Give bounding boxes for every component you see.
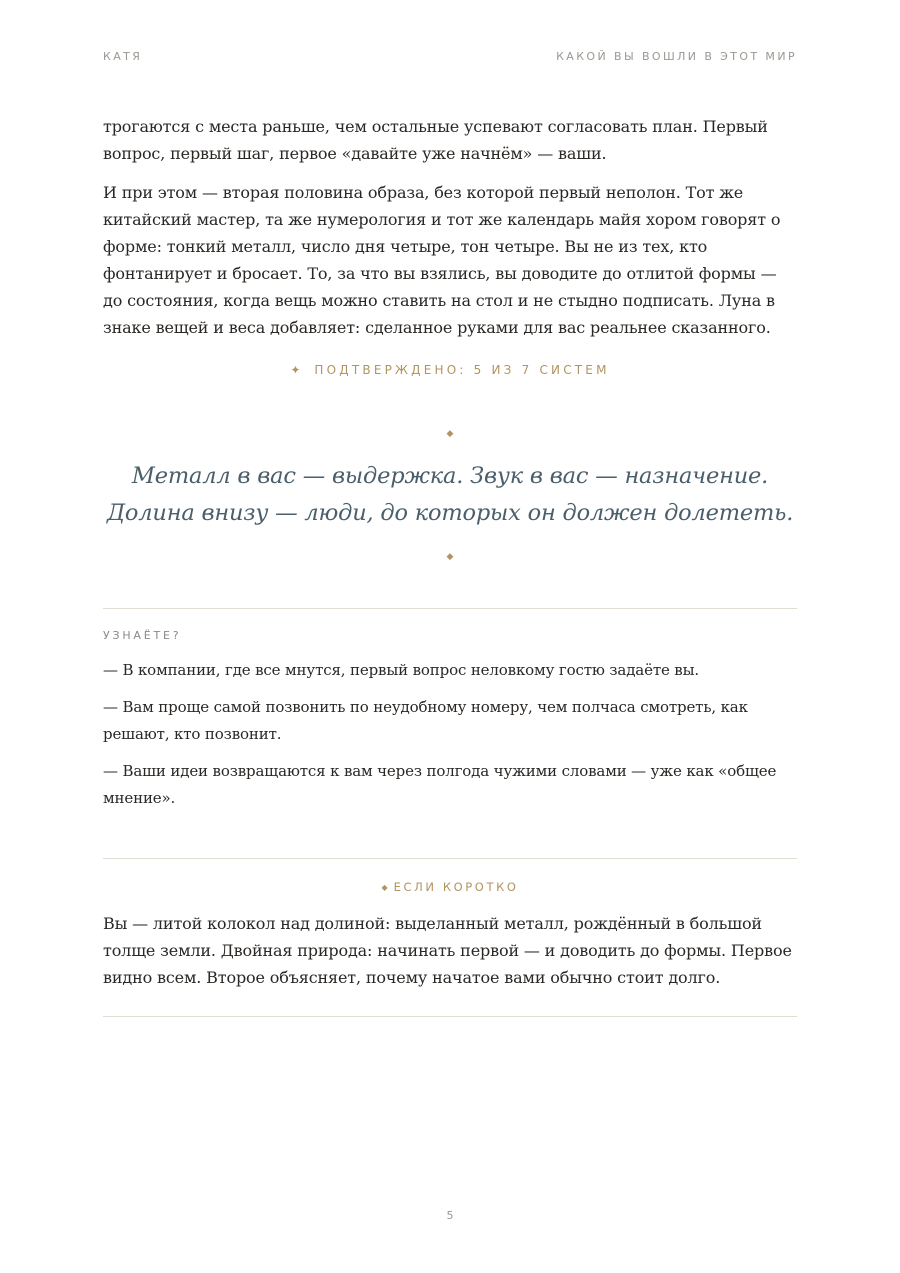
confirmation-text: ПОДТВЕРЖДЕНО: 5 ИЗ 7 СИСТЕМ [314, 363, 610, 377]
diamond-ornament-icon: ◆ [446, 552, 454, 562]
divider [103, 858, 797, 859]
recognize-heading: УЗНАЁТЕ? [103, 629, 182, 642]
diamond-icon: ◆ [381, 883, 388, 892]
brief-summary: Вы — литой колокол над долиной: выделанный металл, рождённый в большой толще земли. Двойная природа: начинать первой — и доводить до формы. Первое видно всем. Второе объясняет, почему начатое вами обычно стоит долго. [103, 914, 792, 987]
list-item: — Вам проще самой позвонить по неудобному номеру, чем полчаса смотреть, как решают, кто позвонит. [103, 698, 748, 743]
body-text [103, 113, 797, 353]
confirmation-line [103, 363, 797, 377]
diamond-ornament-icon: ◆ [446, 429, 454, 439]
body-paragraph: И при этом — вторая половина образа, без которой первый неполон. Тот же китайский мастер, та же нумерология и тот же календарь майя хором говорят о форме: тонкий металл, число дня четыре, тон четыре. Вы не из тех, кто фонтанирует и бросает. То, за что вы взялись, вы доводите до отлитой формы — до состояния, когда вещь можно ставить на стол и не стыдно подписать. Луна в знаке вещей и веса добавляет: сделанное руками для вас реальнее сказанного. [103, 183, 781, 337]
divider [103, 1016, 797, 1017]
list-item: — В компании, где все мнутся, первый вопрос неловкому гостю задаёте вы. [103, 661, 700, 679]
page-number: 5 [446, 1209, 454, 1222]
running-header [103, 50, 797, 63]
pull-quote [63, 458, 837, 532]
recognize-list [103, 657, 797, 822]
pull-quote-line: Долина внизу — люди, до которых он должен долететь. [106, 500, 794, 526]
pull-quote-line: Металл в вас — выдержка. Звук в вас — назначение. [131, 463, 769, 489]
page [103, 0, 797, 1273]
body-paragraph: трогаются с места раньше, чем остальные успевают согласовать план. Первый вопрос, первый шаг, первое «давайте уже начнём» — ваши. [103, 117, 768, 163]
list-item: — Ваши идеи возвращаются к вам через полгода чужими словами — уже как «общее мнение». [103, 762, 777, 807]
divider [103, 608, 797, 609]
sparkle-icon: ✦ [290, 363, 301, 377]
header-chapter-title: КАКОЙ ВЫ ВОШЛИ В ЭТОТ МИР [556, 50, 797, 63]
brief-heading [103, 880, 797, 894]
brief-heading-text: ЕСЛИ КОРОТКО [393, 880, 519, 894]
header-author: КАТЯ [103, 50, 143, 63]
